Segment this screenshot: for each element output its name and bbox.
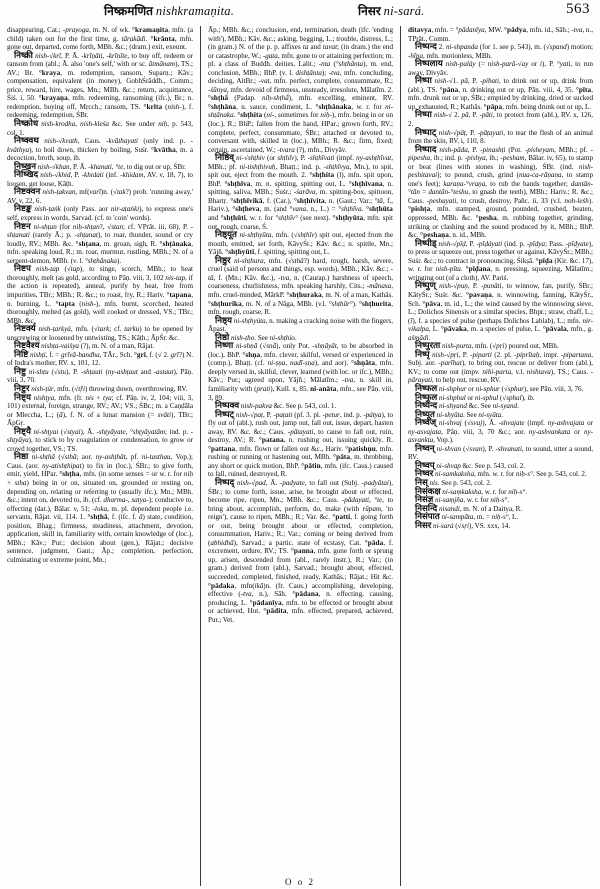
dictionary-entry: निष्टन ni-shṭan (for niḥ-shṭan?, √stan; cf. VPrāt. iii, 68), P. -shṭanati (rarely Ā.; p. -shṭanat), to roar, thunder, sound or cry loudly, RV.; MBh. &c. °shṭana, m. groan, sigh, R. °shṭānaka, mfn. speaking loud, R.; m. roar, murmur, rustling, MBh.; N. of a serpent-demon, MBh. (v. l. °shṭhānaka). [7,221,193,265]
dictionary-entry: निष्खन nish-√khan, P. Ā. -khanati, °te, to dig out or up, ŚBr. [14,161,186,172]
dictionary-entry: निष्ठ्य ni-shṭhyúta, n. making a cracking noise with the fingers, Āpast. [208,315,393,334]
running-head-left [104,2,234,19]
dictionary-entry: निष्खिद nish-√khid, P. -khidati (inf. -khídam, AV. v, 18, 7), to loosen, get loose, Kāṭh. [7,170,193,188]
dictionary-entry: निष्पक्व nish-pakva &c. See p. 543, col. 1. [215,401,337,412]
dictionary-entry: निष्वप् ni-shvap &c. See p. 543, col. 2. [415,460,526,471]
dictionary-entry: निष्वज् ni-shvaj (√svaj), Ā. -shvajate (impf. ny-ashvajata or ny-asvajata, Pāṇ. viii, 3, 70 &c.; aor. ny-ashvankata or ny-asvankta, Vop.). [408,418,593,445]
dictionary-entry: निष्ठो nish-ṭho. See ni-shṭhio. [215,332,297,343]
running-head-right-roman: ni-sará. [383,4,425,18]
dictionary-entry: निष्टि nishṭi, f. = grīvā-bandha, TĀr., Sch. °grī, f. (√ 2. grī?) N. of Indra's mother, RV. x, 101, 12. [7,349,193,368]
column-3-text [408,26,593,530]
dictionary-entry: निष्फुल ni-shphul or ni-sphul (√sphul), ib. [415,392,535,403]
column-2-text [208,26,393,624]
dictionary-entry: निष्यन्द ni-shyand &c. See ni-syand. [415,401,519,412]
column-3 [400,26,600,886]
dictionary-entry: निष्टवैश्य nishṭa-vaiśya (?), m. N. of a man, Rājat. [14,341,155,352]
running-head-right [358,2,425,19]
dictionary-entry: निस् nis. See p. 543, col. 2. [415,477,492,488]
dictionary-entry: निष्वन् ni-shvan (√svan), P. -shvanati, to sound, utter a sound, RV. [408,443,593,462]
dictionary-page [0,2,600,889]
column-container [0,26,600,886]
signature-mark: O o 2 [285,877,315,887]
dictionary-entry: निष्क्रोध nish-krodha, nish-kleśa &c. See under niḥ, p. 543, col. 1. [7,119,193,137]
dictionary-entry: Āp.; MBh. &c.; conclusion, end, termination, death (ifc. 'ending with'), MBh.; Kāv. &c.; asking, begging, L.; trouble, distress, L.; (in gram.) N. of the p. p. affixes ta and tavat; (in dram.) the end or catastrophe, W.; -gata, mfn. gone to or attaining perfection; m. pl. a class of Buddh. deities, Lalit.; -nta (°shṭhānta), m. end, conclusion, MBh.; BhP. (v. l. dishṭānta); -tva, mfn. concluding, deciding, AitBr.; -vat, mfn. perfect, complete, consummate, R.; -śūnya, mfn. devoid of firmness, unsteady, irresolute, Mālatīm. 2. °shṭhā́ (Padap. níḥ-shṭhā́), mfn. excelling, eminent, RV. °shṭhāna, n. sauce, condiment, L. °shṭhānaka, w. r. for ni-shṭānaka. °shṭhita (ní-, sometimes for niḥ-), mfn. being in or on (loc.), R.; BhP.; fallen from the hand, HPar.; grown forth, RV.; complete, perfect, consummate, ŚBr.; attached or devoted to, conversant with, skilled in (loc.), MBh.; R. &c.; firm, fixed; certain, ascertained, W.; -tvara (?), mfn., Divyāv. [208,26,394,154]
dictionary-entry: निष्ठिव् ni-√shṭhiv (or shṭhīv), P. -shṭhīvati (impf. ny-ashṭhīvat, MBh.; pf. ni-tishṭhivuḥ, Bhaṭṭ.; ind. p. -shṭhīvya, Mn.), to spit, spit out, eject from the mouth. 2. °shṭhita (l), mfn. spit upon, BhP. °shṭhīva, m. n. spitting, spitting out, L. °shṭhīvana, n. spitting, saliva, MBh.; Suśr.; -śarāva, m. spitting-box, spittoon, Bhartṛ. °shṭhīvikā, f. (Car.), °shṭhīvita, n. (Gaut.; Var.; °tā, f., Hariv.), °shṭheva, m. (and °vana, n., L.) = °shṭhīva. °shṭhūta and °shṭhūti, w. r. for °shṭhīv° (see next). °shṭhyūta, mfn. spit out, rough, coarse, Ś. [208,153,394,231]
dictionary-entry: निसन्दि nisandi, m. N. of a Daitya, R. [415,503,523,514]
dictionary-entry: निष्पट् nish-√paṭ, P. -paṭati (pf. 3. pl. -petur, ind. p. -pátya), to fly out of (abl.), rush out, jump out, fall out, issue, depart, hasten away, RV. &c. &c.; Caus. -pātayati, to cause to fall out, ruin, destroy, AV.; R. °patana, n. rushing out, issuing quickly, R. °pattana, mfn. flown or fallen out &c., Hariv. °patishṇu, mfn. rushing or running or hastening out, MBh. °pāta, m. throbbing, any short or quick motion, BhP. °pātin, mfn. (ifc. Caus.) caused to fall, ruined, destroyed, R. [208,409,394,479]
dictionary-entry: निष्पाट् nish-√pāṭ, P. -pāṭayati, to tear the flesh of an animal from the skin, RV. i, 110, 8. [408,127,593,146]
dictionary-entry: निष्णा ni-shṇā (√snā), only Pot. -shṇāyāt, to be absorbed in (loc.), BhP. °shṇa, mfn. clever, skilful, versed or experienced in (comp.), Bhaṭṭ. (cf. ni-ṣṇa, nadī-ṣṇa), and aor). °shṇāta, mfn. deeply versed in, skilful, clever, learned (with loc. or ifc.), MBh.; Kāv.; Pur.; agreed upon, Yājñ.; Mālatīm.; -tva, n. skill in, familiarity with (prati), Kull. x, 85. ni-anāta, mfn., see Pāṇ. viii, 3, 89. [208,341,394,402]
dictionary-entry: निष्ठ्यूत ni-shṭhyūta, mfn. (√shṭhīv) spit out, ejected from the mouth, emitted, set forth, KāvyŚr.; Kāv. &c.; n. spittle, Mn.; Yājñ. °shṭhyūti, f. spitting, spitting out, L. [208,230,393,257]
dictionary-entry: निष्टक्वन nish-ṭakvan, mf(varī)n. (√tak?) prob. 'running away,' AV. v, 22, 6. [7,187,193,205]
dictionary-entry: निष्वर ni-samkaksha, mfn. w. r. for niḥ-s°. See p. 543, col. 2. [415,469,587,480]
column-1 [0,26,200,886]
dictionary-entry: निष्टप nish-ṭap (√tap), to singe, scorch, MBh.; to heat thoroughly, melt (as gold, according to Pāṇ. viii, 3, 102 nis-tap, if the action is repeated), anneal, purify by heat, free from impurities, TBr.; MBh.; R. &c.; to roast, fry, R.; Hariv. °tapana, n. burning, L. °tapta (nish-), mfn. burnt, scorched, heated thoroughly, melted (as gold), well cooked or dressed, VS.; TBr.; MBh. &c. [7,264,193,325]
dictionary-entry: निष्पद् nish-√pad, Ā. -padyate, to fall out (Subj. -padyātai), ŚBr.; to come forth, issue, arise, be brought about or effected, become ripe, ripen, Mn.; MBh. &c.; Caus. -pādayati, °te, to bring about, accomplish, perform, do, make (with rūpam, 'to reign'), cause to ripen, MBh.; R.; Var. &c. °patti, f. going forth or out, being brought about or effected, completion, consummation, Hariv.; R.; Var.; coming or being derived from (abhidhā), Sarvad.; a partic. state of ecstasy, Cat. °pāda, f. excrement, ordure, RV.; TS. °panna, mfn. gone forth or sprung up, arisen, descended from (abl., rarely instr.), R.; Var.; (in gram.) derived from (abl.), Sarvad.; brought about, effected, succeeded, completed, finished, ready, Kathās.; Rājat.; Hit &c. °pādaka, mfn(ikā)n. (fr. Caus.) accomplishing, developing, effective (-tva, n.), Sāh. °pādana, n. effecting, causing, producing, L. °pādanīya, mfn. to be effected or brought about or achieved, Hut. °pādita, mfn. effected, prepared, achieved, Pur.; Vet. [208,477,394,624]
dictionary-entry: निष्ठा ni-shṭhā (√sthā; aor. ny-ashṭhāt, pf. ni-tasthau, Vop.); Caus. (aor. ny-atishṭhipat) to fix in (loc.), ŚBr.; to give forth, emit, yield, HPar. °shṭha, mfn. (in some senses = or w. r. for niḥ + stha) being in or on, situated on, grounded or resting on, depending on, relating or referring to (usually ifc.), Mn.; MBh. &c.; intent on, devoted to, ib. (cf. dharma-, satya-); conducive to, effecting (dat.), Bālar. v, 51; -loka, m. pl. dependent people i.e. servants, Rājat. vii, 114. 1. °shṭhā, f. (ifc. f. ā) state, condition, position, Bhag.; firmness, steadiness, attachment, devotion, application, skill in, familiarity with, certain knowledge of (loc.), MBh.; Kāv.; Pur.; decision about (gen.), Rājat.; decisive sentence, judgment, Gaut.; Āp.; completion, perfection, culminating or extreme point, Mn.; [7,452,193,564]
dictionary-entry: निसर ni-sará (√sṛi), VS. xxx, 14. [415,520,511,531]
dictionary-entry: निष्टर्क्य nish-ṭarkyà, mfn. (√tark; cf. tarku) to be opened by unscrewing or loosened by untwisting, TS.; Kāṭh.; ĀpŚr. &c. [7,324,193,342]
dictionary-entry: निष्टुर nish-ṭúr, mfn. (√tṝi) throwing down, overthrowing, RV. [14,383,188,394]
dictionary-entry: ditavya, mfn. = °pādanīya, MW. °pādya, mfn. id., Sāh.; -tva, n., TPrāt., Comm. [408,26,594,43]
dictionary-entry: निष्पाद nish-pāda, P. -pinashṭi (Pot. -pisheyam, MBh.; pf. -pipesha, ib.; ind. p. -pishya, ib.; -pesham, Bālar. iv, 65), to stamp or beat (lines with stones in washing), ŚBr. (ind. nish-peshitavai); to pound, crush, grind (nua-ca-rāṇaṇa, to stamp one's feet); karaṇa-°vraṇa, to rub the hands together; dantān-°tān = dantān-°teshu, to gnash the teeth), MBh.; Hariv.; R. &c.; Caus. -peshayati, to crush, destroy, Pañc. ii, 33 (v.l. noh-leśh). °pishṭa, mfn. stamped, ground, pounded, crushed, beaten, oppressed, MBh. &c. °pesha, m. rubbing together, grinding, striking or clashing and the sound produced by it, MBh.; BhP. &c. °peshaṇa, n. id., MBh. [408,144,594,240]
dictionary-entry: निष्पुण् nish-√puṇ, P. -punāti, to winnow, fan, purify, ŚBr.; KātyŚr.; Suśr. &c. °pavaṇa, n. winnowing, fanning, KātyŚr., Sch. °pāva, m. id., L.; the wind caused by the winnowing sieve, L.; Dolichos Sinensis or a similar species, Bhpr.; straw, chaff, L.; (ī), f. a species of pulse (perhaps Dolichos Lablab), L.; mfn. nir-vikalpa, L. °pāvaka, m. a species of pulse, L. °pāvala, mfn., g. aśmādi. [408,281,593,342]
dictionary-entry: निष्पुरता nish-purta, mfn. (√pṛi) poured out, MBh. [415,341,559,352]
column-1-text [7,26,193,564]
dictionary-entry: disappearing, Cat.; -prayoga, m. N. of wk. °kramaṇita, mfn. (a child) taken out for the first time, g. tārakādi. °krānta, mfn. gone out, departed, come forth, MBh. &c.; (dram.) exit, exeunt. [7,26,193,52]
dictionary-entry: निष्पा nish-√ 2. pā, P. -pāti, to protect from (abl.), RV. x, 126, 2. [408,110,593,129]
dictionary-entry: निष्क्वथ nish-√kvath, Caus. -kvāthayati (only ind. p. -kvāthya), to boil down, thicken by boiling, Suśr. °kvātha, m. a decoction, broth, soup, ib. [7,136,193,163]
dictionary-entry: निष्पलाय nish-paláy (= nish-parā-√ay or i), P. °yati, to run away, Divyāv. [408,59,593,77]
dictionary-entry: निष्फल ni-shphur or ni-sphur (√sphur), see Pāṇ. viii, 3, 76. [415,383,584,394]
dictionary-entry: निसंकक्ष ni-saṃkaksha, w. r. for niḥ-s°. [415,486,528,497]
running-head [8,2,592,24]
dictionary-entry: निष्ट्य níshṭya, mfn. (fr. nis + tya; cf. Pāṇ. iv, 2, 104; viii, 3, 101) external, foreign, strange, RV.; AV.; VS.; ŚBr.; m. a Caṇḍāla or Mleccha, L.; (ā), f. N. of a lunar mansion (= svāti), TBr.; ĀpGṛ. [7,392,193,428]
dictionary-entry: निष्पा nish-√1. pā, P. -píbati, to drink out or up, drink from (abl.), TS. °pāna, n. drinking out or up, Pāṇ. viii, 4, 35. °pīta, mfn. drunk out or up, ŚBr.; emptied by drinking, dried or sucked up, exhausted, R.; Kathās. °pāpa, mfn. being drunk out or up, L. [408,76,593,111]
dictionary-entry: निष्पन्द 2. ni-shpanda (for 1. see p. 543), m. (√spand) motion; -hīna, mfn. motionless, MBh. [408,42,594,60]
dictionary-entry: निष्ठुर ni-shṭhura, mfn. (√sthā?) hard, rough, harsh, severe, cruel (said of persons and things, esp. words), MBh.; Kāv. &c.; -tā, f. (Mn.; Kāv. &c.), -tva, n. (Caurap.) harshness of speech, coarseness, churlishness, mfn. speaking harshly, Cits.; -mānasa, mfn. cruel-minded, MārkP. °shṭhuraka, m. N. of a man, Kathās. °shṭhurika, m. N. of a Nāga, MBh. (v.l. °shṭhūr°). °shṭhurita, mfn. rough, coarse, R. [208,255,393,317]
running-head-left-roman: nishkramaṇita. [155,4,235,18]
dictionary-entry: निष्पीड् nish-√pīḍ, P. -pīḍáyati (ind. p. -pīḍya; Pass. -pīḍyate), to press or squeeze out, press together or against, KāvyŚr.; MBh.; Suśr. &c.; to contract in pronouncing, Śikṣā. °pīḍa (Kir. &c. 17), w. r. for nish-pīta. °pīḍana, n. pressing, squeezing, Mālatīm.; wringing out (of a cloth), AV. Pariś. [408,238,594,282]
dictionary-entry: निष्पृ nish-√pṛi, P. -piparti (2. pl. -piprītaḥ, impr. -pipartana, Subj. aor. -parīhat), to bring out, rescue or deliver from (abl.), KV.; to come out (impv. nihi-parta, v.l. nishtava), TS.; Caus. -pārayati, to help out, rescue, RV. [408,349,593,385]
dictionary-entry: निष्यूत ni-shyūta. See ni-syūta. [415,409,504,420]
dictionary-entry: निसंज्ञ ni-saṃjña, w. r. for niḥ-s°. [415,495,510,506]
running-head-right-devanagari: निसर [358,4,381,18]
page-number: 563 [566,1,590,17]
dictionary-entry: निसंपात ni-sampāta, m. = niḥ-s°, L. [415,512,519,523]
dictionary-entry: निष्ट्यै ni-shṭyai (√styai), Ā. -shṭyāyate, °shṭyāyatām; ind. p. -shṭyāya), to stick to by coagulation or condensation, to grow or crowd together, VS.; TS. [7,426,193,453]
dictionary-entry: निष्टङ्क nish-ṭaṅk (only Pass. aor nir-aṭaṅki), to express one's self, express in words, Sarvad. (cf. to 'coin' words). [7,204,193,223]
dictionary-entry: निष्क्री nish-√krī, P. Ā. -krīṇāti, -krīṇīte, to buy off, redeem or ransom from (abl.; Ā. also 'one's self,' with or sc. ātmānam), TS.; AV.; Br. °kraya, m. redemption, ransom, Suparṇ.; Kāv.; compensation, equivalent (in money), GobhŚrāddh., Comm.; price, reward, hire, wages, Mn.; MBh. &c.; return, acquittance, Śiś. i, 50. °krayaṇa, mfn. redeeming, ransoming (ifc.), Br.; n. redemption, buying off, Mṛcch.; ransom, TS. °krīta (nish-), f. redeeming, redemption, ŚBr. [7,50,194,120]
dictionary-entry: निष्टु ni-shṭu (√stu), P. -shṭauti (ny-ashṭaut and -astaut), Pāṇ. viii, 3, 70. [7,366,193,385]
column-2 [200,26,400,886]
running-head-left-devanagari: निष्क्रमणित [104,4,154,18]
